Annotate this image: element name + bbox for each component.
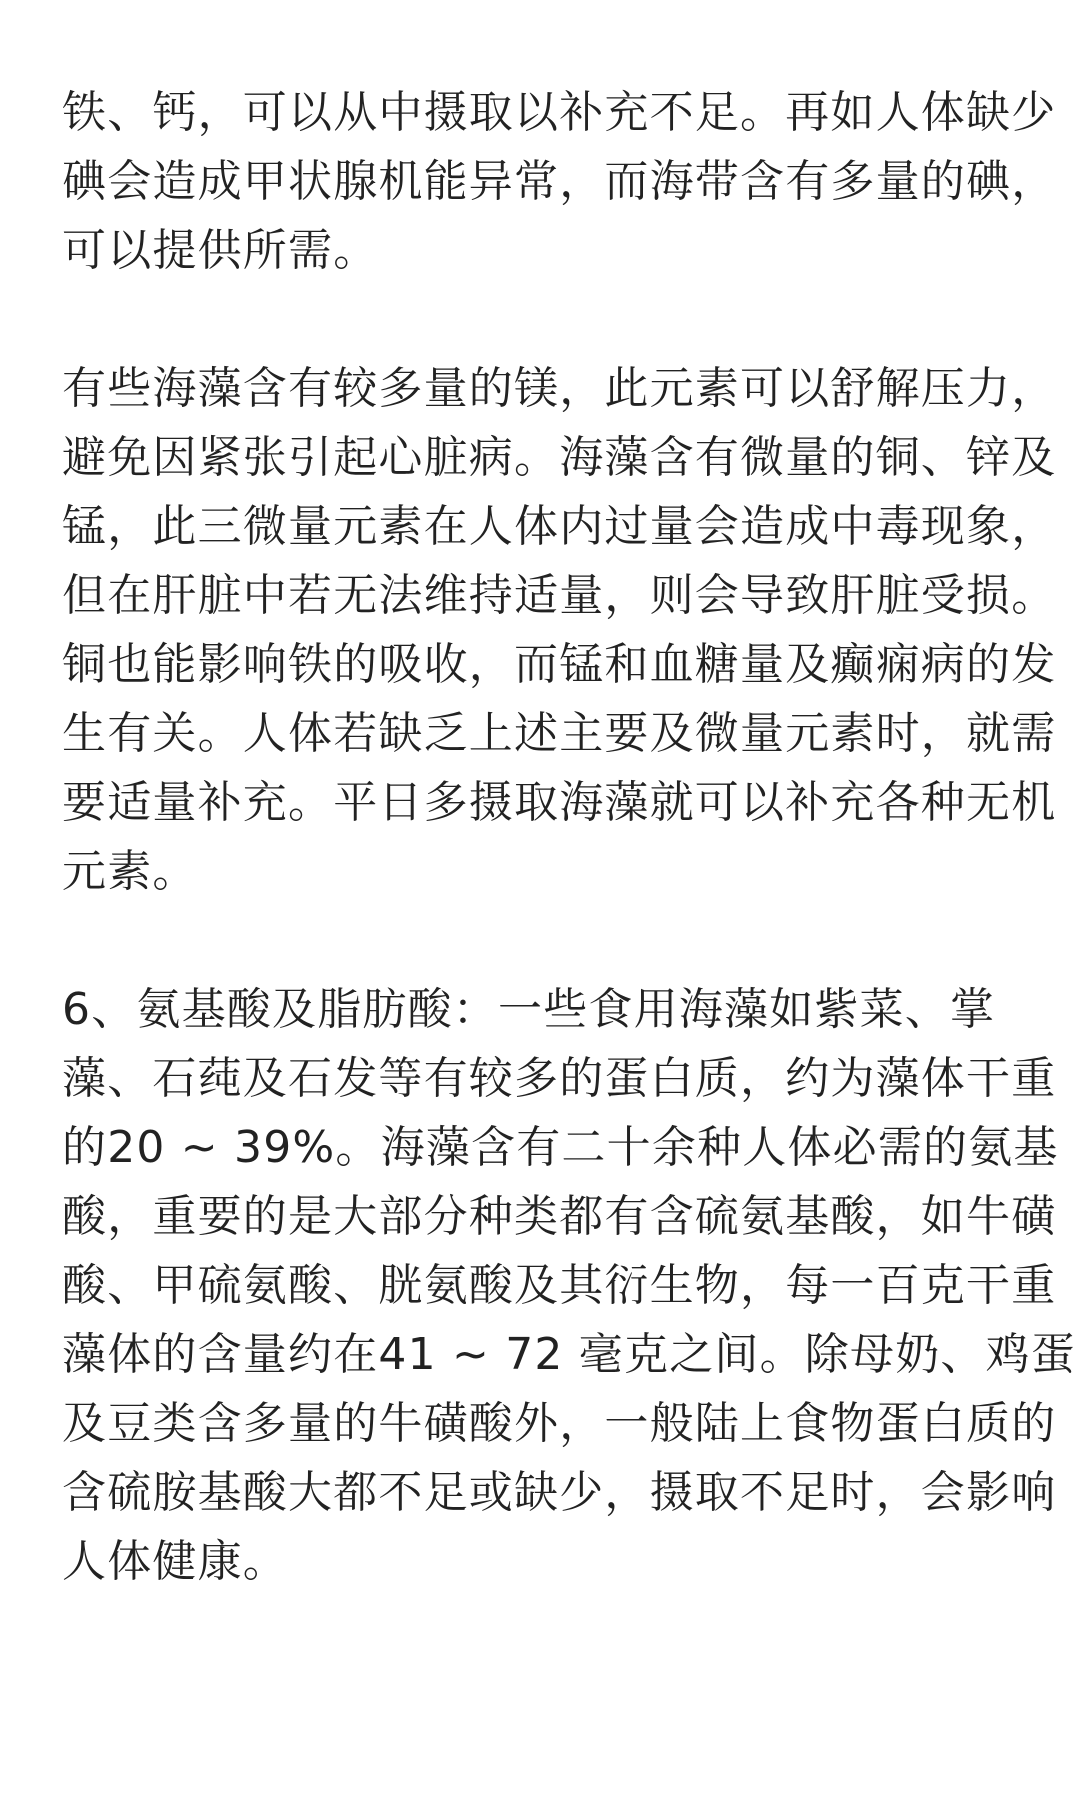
paragraph-spacer: [62, 906, 1022, 975]
text-line: 及豆类含多量的牛磺酸外，一般陆上食物蛋白质的: [62, 1398, 1057, 1449]
text-line: 藻、石莼及石发等有较多的蛋白质，约为藻体干重: [62, 1053, 1057, 1104]
text-line: 酸、甲硫氨酸、胱氨酸及其衍生物，每一百克干重: [62, 1260, 1057, 1311]
text-line: 有些海藻含有较多量的镁，此元素可以舒解压力，: [62, 363, 1057, 414]
paragraph-spacer: [62, 285, 1022, 354]
article-body: [62, 78, 1077, 1596]
text-line: 生有关。人体若缺乏上述主要及微量元素时，就需: [62, 708, 1057, 759]
paragraph-minerals-iodine: [62, 78, 1057, 285]
text-line: 碘会造成甲状腺机能异常，而海带含有多量的碘，: [62, 156, 1057, 207]
text-line: 铜也能影响铁的吸收，而锰和血糖量及癫痫病的发: [62, 639, 1057, 690]
text-line: 6、氨基酸及脂肪酸：一些食用海藻如紫菜、掌: [62, 984, 996, 1035]
text-line: 含硫胺基酸大都不足或缺少，摄取不足时，会影响: [62, 1467, 1057, 1518]
text-line: 锰，此三微量元素在人体内过量会造成中毒现象，: [62, 501, 1057, 552]
paragraph-amino-acids: [62, 975, 1077, 1596]
text-line: 藻体的含量约在41 ~ 72 毫克之间。除母奶、鸡蛋: [62, 1329, 1077, 1380]
text-line: 铁、钙，可以从中摄取以补充不足。再如人体缺少: [62, 87, 1057, 138]
text-line: 避免因紧张引起心脏病。海藻含有微量的铜、锌及: [62, 432, 1057, 483]
paragraph-trace-elements: [62, 354, 1057, 906]
text-line: 可以提供所需。: [62, 225, 379, 276]
text-line: 的20 ~ 39%。海藻含有二十余种人体必需的氨基: [62, 1122, 1059, 1173]
text-line: 要适量补充。平日多摄取海藻就可以补充各种无机: [62, 777, 1057, 828]
text-line: 酸，重要的是大部分种类都有含硫氨基酸，如牛磺: [62, 1191, 1057, 1242]
text-line: 人体健康。: [62, 1536, 288, 1587]
text-line: 元素。: [62, 846, 198, 897]
text-line: 但在肝脏中若无法维持适量，则会导致肝脏受损。: [62, 570, 1057, 621]
